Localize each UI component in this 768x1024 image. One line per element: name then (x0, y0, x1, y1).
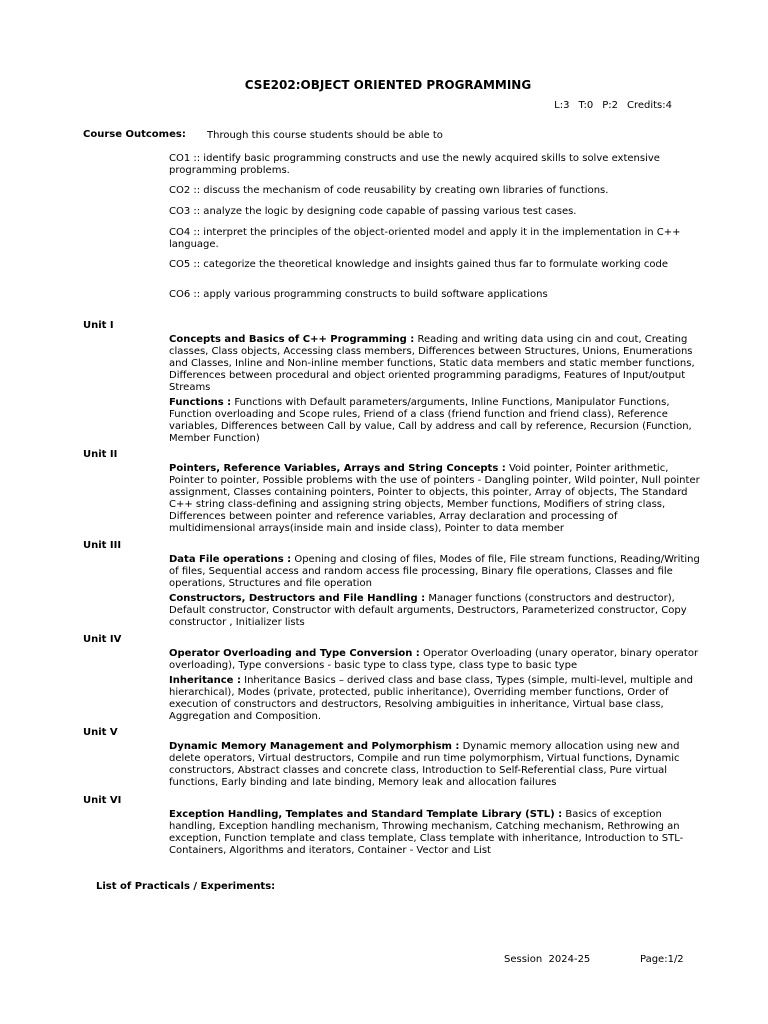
page-number: Page:1/2 (640, 954, 684, 965)
document-title: CSE202:OBJECT ORIENTED PROGRAMMING (244, 78, 532, 92)
course-outcome-2: CO2 :: discuss the mechanism of code reusability by creating own libraries of functions. (169, 185, 609, 196)
topic-body: Operator Overloading (unary operator, binary operator overloading), Type conversions - basic type to class type, class type to basic type (169, 648, 699, 671)
session-label: Session 2024-25 (504, 954, 591, 965)
topic-body: Dynamic memory allocation using new and delete operators, Virtual destructors, Compile and run time polymorphism, Virtual functions, Dynamic constructors, Abstract classes and concrete class, Introduction to Self-Referential class, Pure virtual functions, Early binding and late binding, Memory leak and allocation failures (169, 741, 680, 788)
topic-heading: Pointers, Reference Variables, Arrays and String Concepts : (169, 463, 506, 474)
unit-5-topic-1 (169, 741, 704, 789)
course-outcome-3: CO3 :: analyze the logic by designing code capable of passing various test cases. (169, 206, 577, 217)
credit-structure (554, 100, 672, 112)
course-outcome-1: CO1 :: identify basic programming constructs and use the newly acquired skills to solve extensive programming problems. (169, 153, 660, 176)
unit-3-topic-1 (169, 554, 704, 590)
course-outcome-5: CO5 :: categorize the theoretical knowledge and insights gained thus far to formulate working code (169, 259, 669, 270)
practical-hours: P:2 (602, 100, 618, 111)
topic-body: Functions with Default parameters/arguments, Inline Functions, Manipulator Functions, Function overloading and Scope rules, Friend of a class (friend function and friend class), Reference variables, Differences between Call by value, Call by address and call by reference, Recursion (Function, Member Function) (169, 397, 692, 444)
course-outcome-4: CO4 :: interpret the principles of the object-oriented model and apply it in the implementation in C++ language. (169, 227, 681, 250)
topic-body: Basics of exception handling, Exception handling mechanism, Throwing mechanism, Catching mechanism, Rethrowing an exception, Function template and class template, Class template with inheritance, Introduction to STL- Containers, Algorithms and iterators, Container - Vector and List (169, 809, 684, 856)
topic-heading: Dynamic Memory Management and Polymorphism : (169, 741, 460, 752)
unit-5-label: Unit V (83, 727, 118, 738)
unit-6-label: Unit VI (83, 795, 122, 806)
topic-body: Reading and writing data using cin and cout, Creating classes, Class objects, Accessing class members, Differences between Structures, Unions, Enumerations and Classes, Inline and Non-inline member functions, Static data members and static member functions, Differences between procedural and object oriented programming paradigms, Features of Input/output Streams (169, 334, 695, 393)
topic-body: Manager functions (constructors and destructor), Default constructor, Constructor with default arguments, Destructors, Parameterized constructor, Copy constructor , Initializer lists (169, 593, 687, 628)
topic-heading: Inheritance : (169, 675, 241, 686)
unit-2-label: Unit II (83, 449, 118, 460)
unit-4-topic-1 (169, 648, 704, 672)
unit-6-topic-1 (169, 809, 704, 857)
unit-1-topic-2 (169, 397, 704, 445)
topic-body: Opening and closing of files, Modes of file, File stream functions, Reading/Writing of files, Sequential access and random access file processing, Binary file operations, Classes and file operations, Structures and file operation (169, 554, 700, 589)
topic-heading: Exception Handling, Templates and Standard Template Library (STL) : (169, 809, 563, 820)
topic-body: Inheritance Basics – derived class and base class, Types (simple, multi-level, multiple and hierarchical), Modes (private, protected, public inheritance), Overriding member functions, Order of execution of constructors and destructors, Resolving ambiguities in inheritance, Virtual base class, Aggregation and Composition. (169, 675, 693, 722)
topic-heading: Concepts and Basics of C++ Programming : (169, 334, 415, 345)
unit-4-label: Unit IV (83, 634, 122, 645)
course-outcomes-intro: Through this course students should be able to (207, 130, 443, 141)
credits: Credits:4 (626, 100, 672, 111)
topic-heading: Constructors, Destructors and File Handling : (169, 593, 426, 604)
practicals-heading: List of Practicals / Experiments: (96, 881, 276, 892)
unit-3-topic-2 (169, 593, 704, 629)
unit-1-topic-1 (169, 334, 704, 394)
topic-heading: Operator Overloading and Type Conversion : (169, 648, 420, 659)
unit-1-label: Unit I (83, 320, 114, 331)
tutorial-hours: T:0 (578, 100, 594, 111)
unit-2-topic-1 (169, 463, 704, 535)
course-outcome-6: CO6 :: apply various programming constructs to build software applications (169, 289, 548, 300)
topic-body: Void pointer, Pointer arithmetic, Pointer to pointer, Possible problems with the use of pointers - Dangling pointer, Wild pointer, Null pointer assignment, Classes containing pointers, Pointer to objects, this pointer, Array of objects, The Standard C++ string class-defining and assigning string objects, Member functions, Modifiers of string class, Differences between pointer and reference variables, Array declaration and processing of multidimensional arrays(inside main and inside class), Pointer to data member (169, 463, 700, 534)
course-outcomes-label: Course Outcomes: (83, 129, 186, 140)
lecture-hours: L:3 (554, 100, 570, 111)
unit-4-topic-2 (169, 675, 704, 723)
topic-heading: Functions : (169, 397, 232, 408)
topic-heading: Data File operations : (169, 554, 292, 565)
unit-3-label: Unit III (83, 540, 122, 551)
